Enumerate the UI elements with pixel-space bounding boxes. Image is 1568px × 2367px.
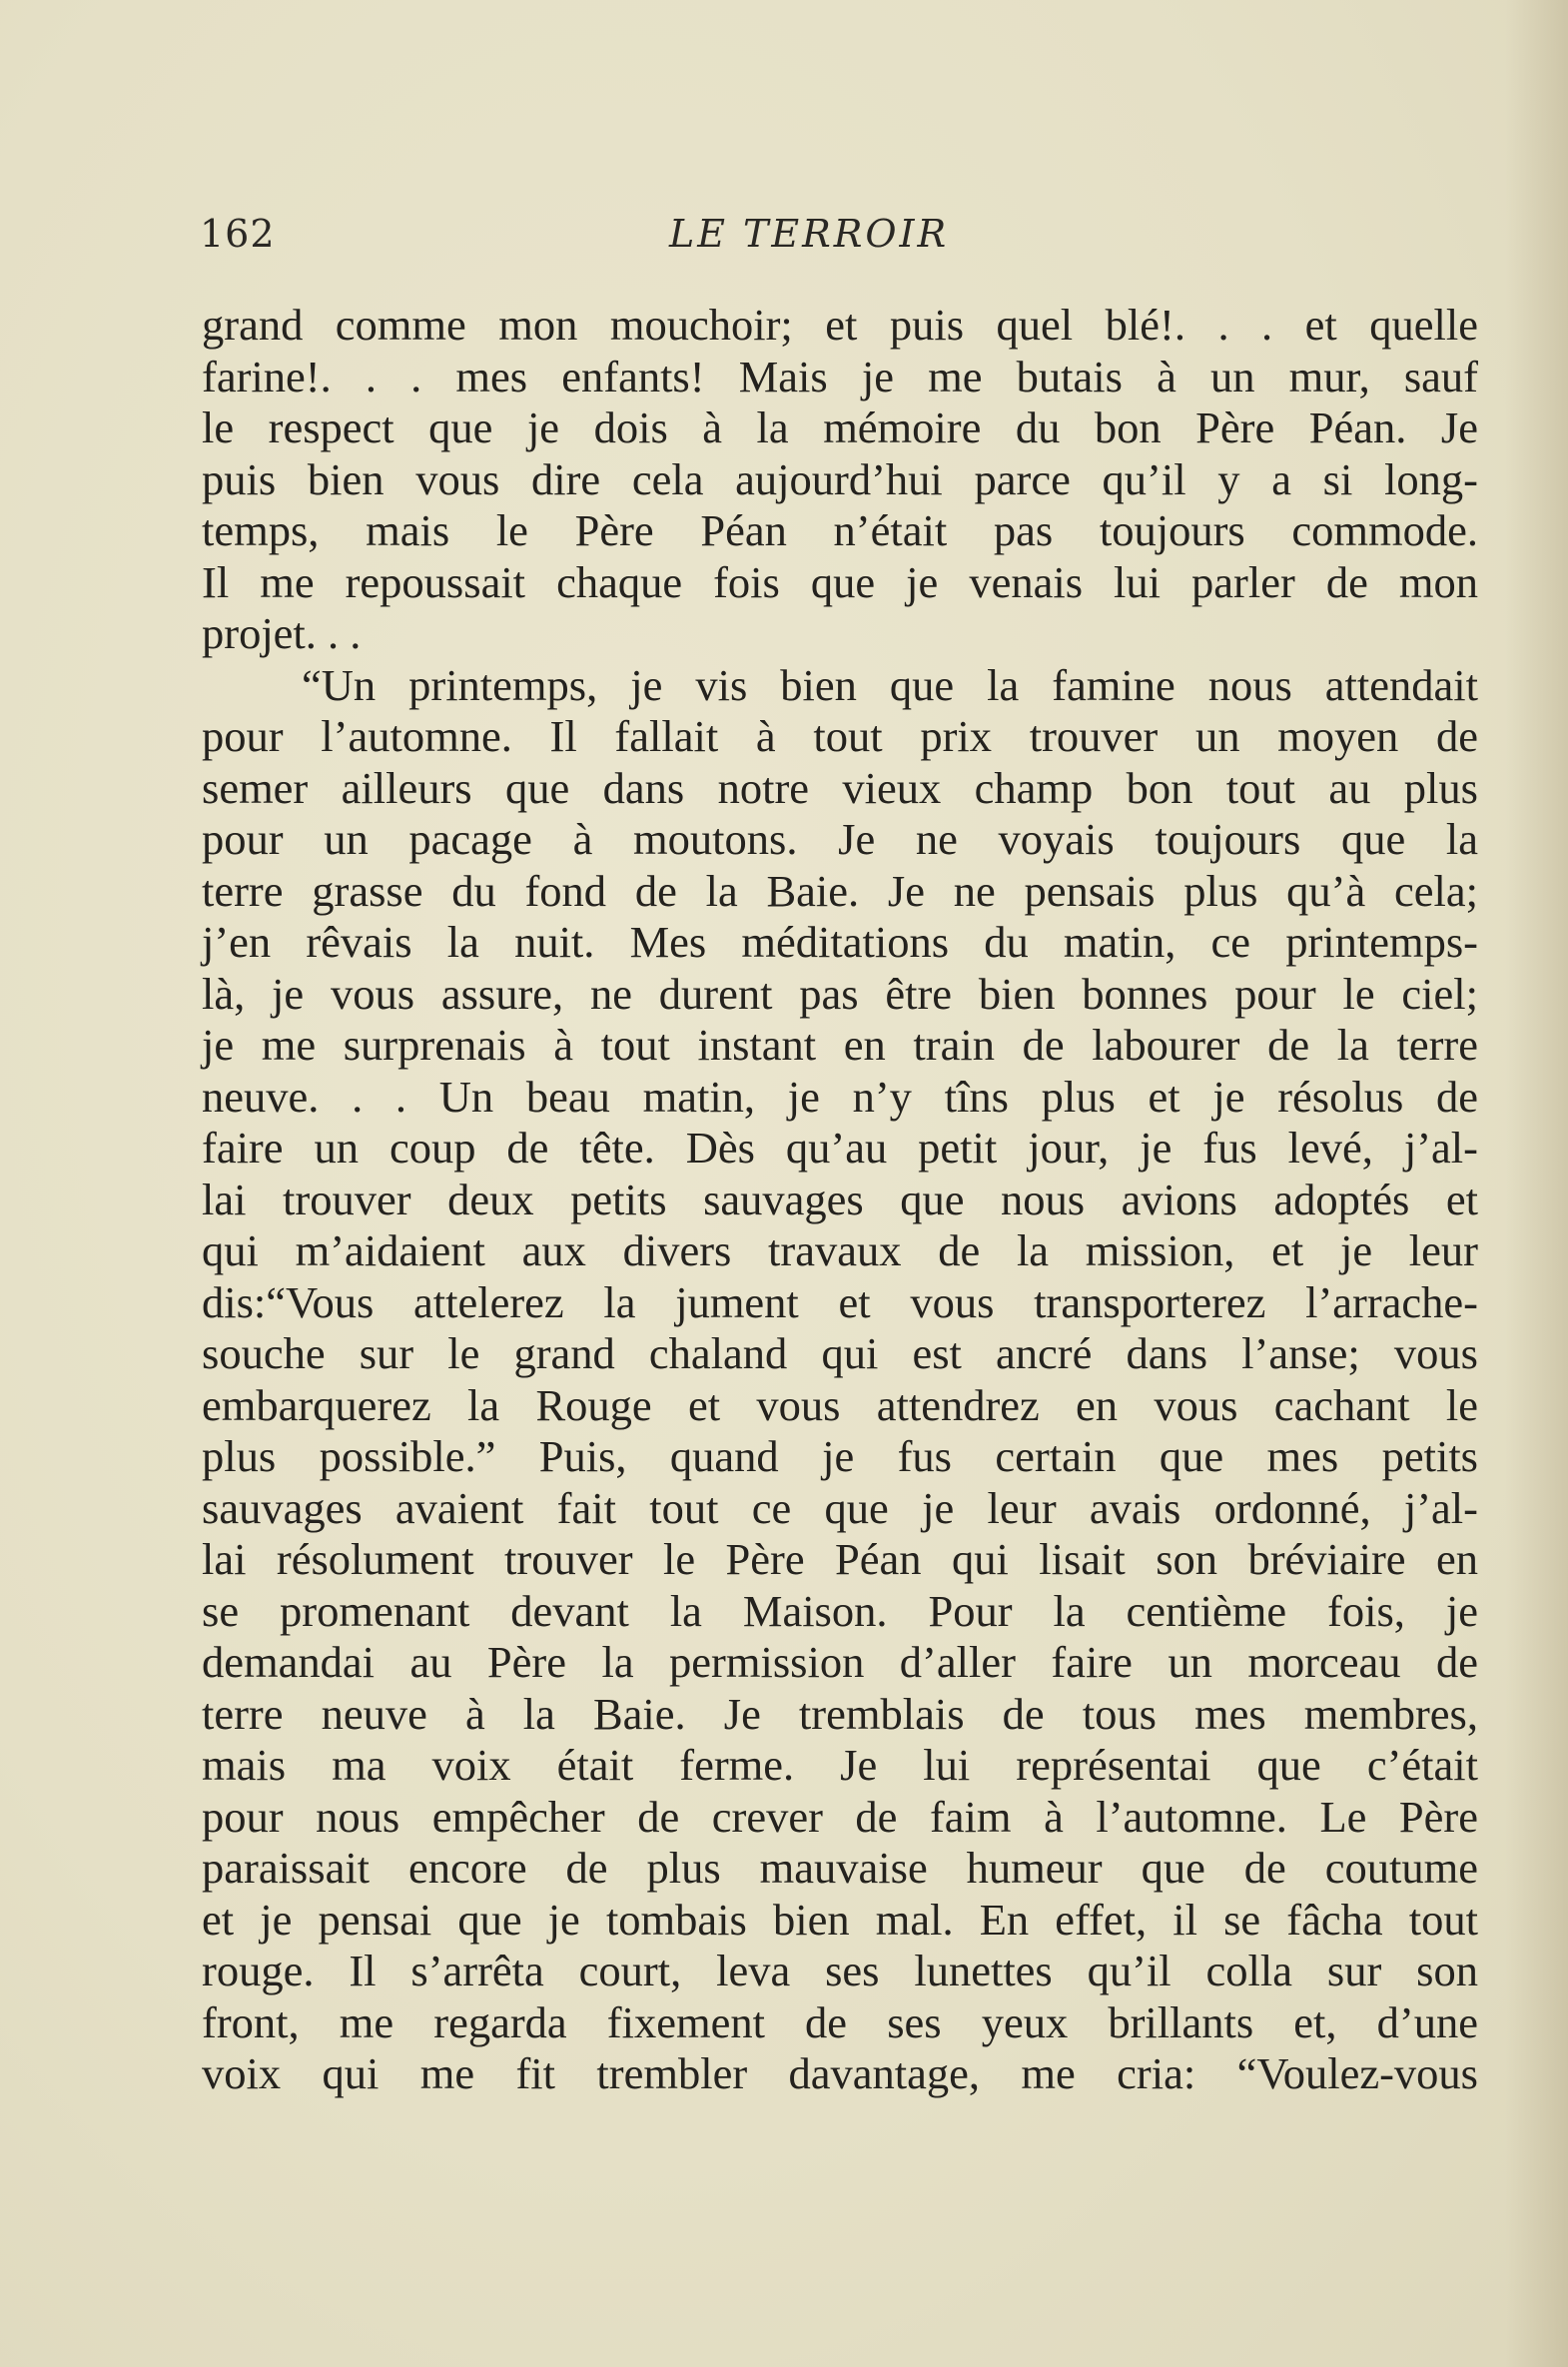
text-line: paraissait encore de plus mauvaise humeur que de coutume <box>202 1843 1478 1893</box>
text-line: grand comme mon mouchoir; et puis quel blé!. . . et quelle <box>202 300 1478 350</box>
text-line: temps, mais le Père Péan n’était pas toujours commode. <box>202 505 1478 555</box>
text-line: embarquerez la Rouge et vous attendrez en vous cachant le <box>202 1379 1478 1430</box>
text-line: sauvages avaient fait tout ce que je leur avais ordonné, j’al- <box>202 1482 1478 1533</box>
text-line: rouge. Il s’arrêta court, leva ses lunettes qu’il colla sur son <box>202 1946 1478 1995</box>
text-line: et je pensai que je tombais bien mal. En effet, il se fâcha tout <box>202 1894 1478 1945</box>
text-line: neuve. . . Un beau matin, je n’y tîns plus et je résolus de <box>202 1071 1478 1122</box>
text-line: faire un coup de tête. Dès qu’au petit jour, je fus levé, j’al- <box>202 1123 1478 1173</box>
text-line: pour l’automne. Il fallait à tout prix trouver un moyen de <box>202 711 1478 761</box>
text-line: pour un pacage à moutons. Je ne voyais toujours que la <box>202 814 1478 864</box>
text-line: se promenant devant la Maison. Pour la centième fois, je <box>202 1585 1478 1636</box>
page-header <box>200 212 1478 272</box>
text-line: pour nous empêcher de crever de faim à l’automne. Le Père <box>202 1791 1478 1842</box>
text-line: le respect que je dois à la mémoire du bon Père Péan. Je <box>202 402 1478 452</box>
text-line: là, je vous assure, ne durent pas être bien bonnes pour le ciel; <box>202 968 1478 1019</box>
text-line: plus possible.” Puis, quand je fus certain que mes petits <box>202 1431 1478 1481</box>
text-line: lai trouver deux petits sauvages que nous avions adoptés et <box>202 1174 1478 1224</box>
text-line: voix qui me fit trembler davantage, me cria: “Voulez-vous <box>202 2048 1478 2098</box>
page-number: 162 <box>200 212 276 256</box>
text-line: lai résolument trouver le Père Péan qui lisait son bréviaire en <box>202 1534 1478 1584</box>
text-line: j’en rêvais la nuit. Mes méditations du matin, ce printemps- <box>202 917 1478 967</box>
text-line: demandai au Père la permission d’aller faire un morceau de <box>202 1637 1478 1687</box>
text-line: “Un printemps, je vis bien que la famine nous attendait <box>302 659 1478 710</box>
body-text <box>202 300 1478 2100</box>
text-line: farine!. . . mes enfants! Mais je me butais à un mur, sauf <box>202 351 1478 401</box>
text-line: souche sur le grand chaland qui est ancré dans l’anse; vous <box>202 1328 1478 1378</box>
text-line: mais ma voix était ferme. Je lui représentai que c’était <box>202 1740 1478 1790</box>
text-line: terre grasse du fond de la Baie. Je ne pensais plus qu’à cela; <box>202 865 1478 916</box>
text-line: semer ailleurs que dans notre vieux champ bon tout au plus <box>202 762 1478 813</box>
text-line: qui m’aidaient aux divers travaux de la mission, et je leur <box>202 1225 1478 1275</box>
text-line: dis:“Vous attelerez la jument et vous transporterez l’arrache- <box>202 1276 1478 1327</box>
text-line: projet. . . <box>202 608 362 658</box>
text-line: Il me repoussait chaque fois que je venais lui parler de mon <box>202 556 1478 607</box>
text-line: terre neuve à la Baie. Je tremblais de tous mes membres, <box>202 1688 1478 1739</box>
text-line: front, me regarda fixement de ses yeux brillants et, d’une <box>202 1996 1478 2047</box>
running-title: LE TERROIR <box>669 212 950 256</box>
text-line: puis bien vous dire cela aujourd’hui parce qu’il y a si long- <box>202 453 1478 504</box>
text-line: je me surprenais à tout instant en train de labourer de la terre <box>202 1020 1478 1070</box>
